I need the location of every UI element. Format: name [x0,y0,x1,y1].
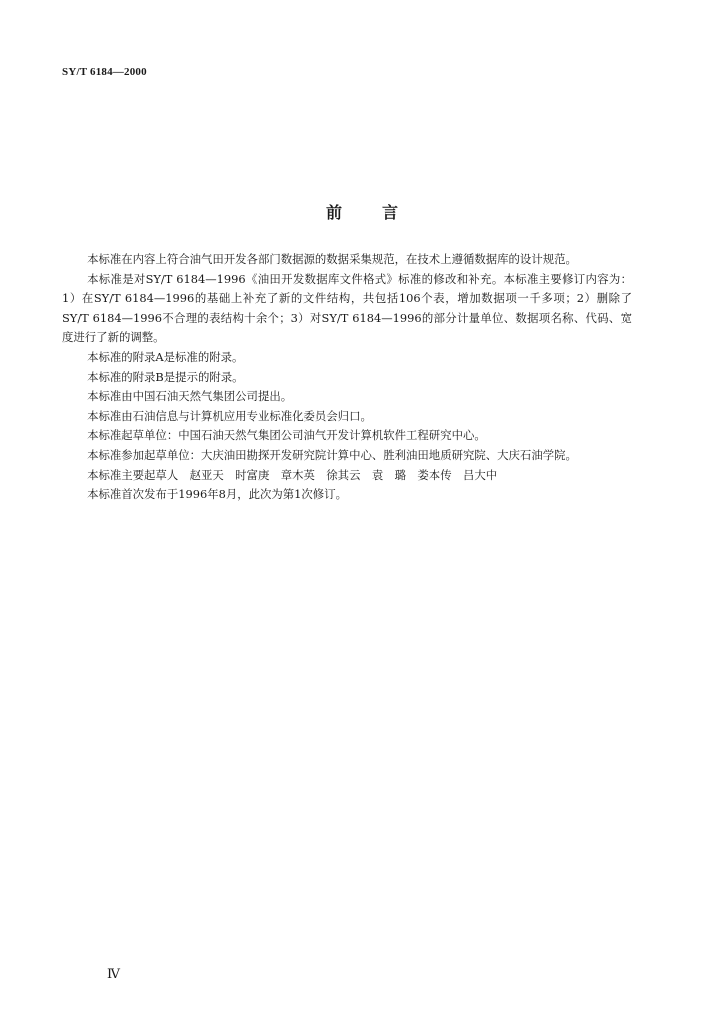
paragraph-4: 本标准的附录B是提示的附录。 [87,369,244,384]
paragraph-7: 本标准起草单位：中国石油天然气集团公司油气开发计算机软件工程研究中心。 [87,428,486,443]
paragraph-6: 本标准由石油信息与计算机应用专业标准化委员会归口。 [87,408,372,423]
preface-body [62,250,632,505]
paragraph-3: 本标准的附录A是标准的附录。 [87,349,244,364]
standard-code: SY/T 6184—2000 [62,66,147,78]
title-char-2: 言 [382,203,399,222]
paragraph-1: 本标准在内容上符合油气田开发各部门数据源的数据采集规范，在技术上遵循数据库的设计规范。 [87,252,577,266]
page-number: Ⅳ [107,966,120,981]
paragraph-2: 本标准是对SY/T 6184—1996《油田开发数据库文件格式》标准的修改和补充。本标准主要修订内容为：1）在SY/T 6184—1996的基础上补充了新的文件结构，共包括106个表，增加数据项一千多项；2）删除了SY/T 6184—1996不合理的表结构十余个；3）对SY/T 6184—1996的部分计量单位、数据项名称、代码、宽度进行了新的调整。 [62,271,632,345]
title-char-1: 前 [325,203,342,222]
paragraph-8: 本标准参加起草单位：大庆油田勘探开发研究院计算中心、胜利油田地质研究院、大庆石油学院。 [87,447,577,462]
paragraph-5: 本标准由中国石油天然气集团公司提出。 [87,389,293,404]
paragraph-10: 本标准首次发布于1996年8月，此次为第1次修订。 [87,487,347,502]
page-title [0,200,724,223]
paragraph-9: 本标准主要起草人 赵亚天 时富庚 章木英 徐其云 袁 璐 娄本传 吕大中 [87,467,498,482]
